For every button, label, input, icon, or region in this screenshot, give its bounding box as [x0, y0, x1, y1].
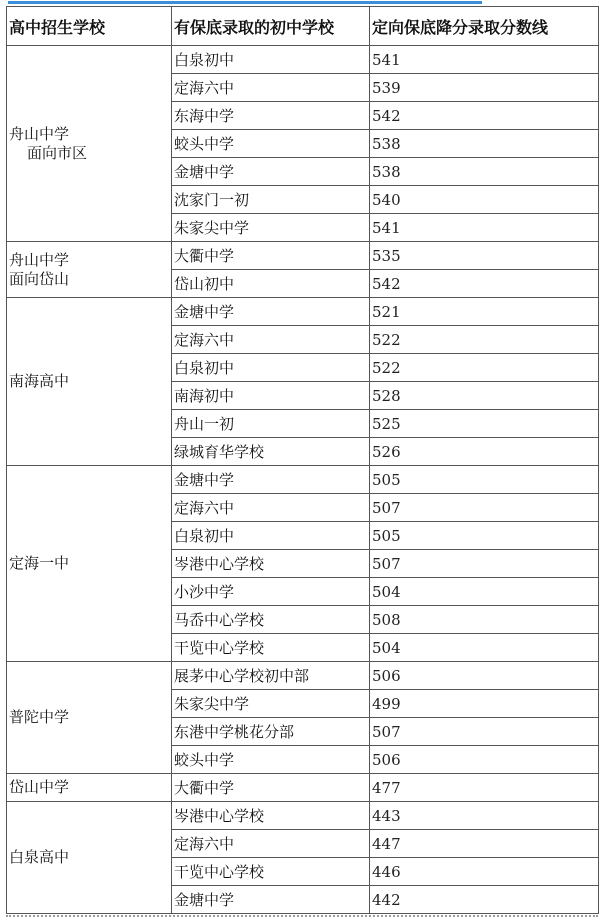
score-cell: 477 [370, 774, 599, 802]
middle-school-cell: 小沙中学 [172, 578, 370, 606]
middle-school-cell: 白泉初中 [172, 354, 370, 382]
high-school-cell [7, 662, 172, 774]
score-cell: 506 [370, 662, 599, 690]
middle-school-cell: 岱山初中 [172, 270, 370, 298]
middle-school-cell: 南海初中 [172, 382, 370, 410]
middle-school-cell: 东海中学 [172, 102, 370, 130]
header-row [7, 7, 599, 46]
high-school-cell [7, 802, 172, 914]
score-cell: 499 [370, 690, 599, 718]
score-cell: 538 [370, 158, 599, 186]
score-cell: 542 [370, 270, 599, 298]
middle-school-cell: 干览中心学校 [172, 858, 370, 886]
middle-school-cell: 金塘中学 [172, 886, 370, 914]
middle-school-cell: 绿城育华学校 [172, 438, 370, 466]
table-row [7, 242, 599, 270]
high-school-name-line: 面向岱山 [9, 269, 70, 288]
table-row [7, 298, 599, 326]
high-school-name-line: 舟山中学 [9, 250, 70, 269]
high-school-name-line: 舟山中学 [9, 124, 70, 143]
middle-school-cell: 白泉初中 [172, 46, 370, 74]
score-cell: 442 [370, 886, 599, 914]
score-cell: 446 [370, 858, 599, 886]
score-cell: 506 [370, 746, 599, 774]
score-cell: 443 [370, 802, 599, 830]
high-school-cell [7, 774, 172, 802]
score-cell: 507 [370, 550, 599, 578]
table-row [7, 802, 599, 830]
middle-school-cell: 朱家尖中学 [172, 690, 370, 718]
middle-school-cell: 蛟头中学 [172, 746, 370, 774]
table-header [7, 7, 599, 46]
score-cell: 521 [370, 298, 599, 326]
middle-school-cell: 舟山一初 [172, 410, 370, 438]
score-cell: 526 [370, 438, 599, 466]
middle-school-cell: 定海六中 [172, 74, 370, 102]
table-row [7, 774, 599, 802]
score-cell: 507 [370, 718, 599, 746]
score-cell: 507 [370, 494, 599, 522]
middle-school-cell: 白泉初中 [172, 522, 370, 550]
score-cell: 508 [370, 606, 599, 634]
middle-school-cell: 大衢中学 [172, 242, 370, 270]
table-body [7, 46, 599, 914]
middle-school-cell: 金塘中学 [172, 158, 370, 186]
middle-school-cell: 蛟头中学 [172, 130, 370, 158]
score-cell: 538 [370, 130, 599, 158]
score-cell: 504 [370, 578, 599, 606]
high-school-cell [7, 46, 172, 242]
score-cell: 541 [370, 214, 599, 242]
middle-school-cell: 马岙中心学校 [172, 606, 370, 634]
score-cell: 525 [370, 410, 599, 438]
score-cell: 522 [370, 326, 599, 354]
score-cell: 539 [370, 74, 599, 102]
middle-school-cell: 定海六中 [172, 494, 370, 522]
score-cell: 447 [370, 830, 599, 858]
high-school-name-line: 南海高中 [9, 372, 70, 390]
header-score-line: 定向保底降分录取分数线 [370, 7, 599, 46]
middle-school-cell: 朱家尖中学 [172, 214, 370, 242]
score-cell: 505 [370, 466, 599, 494]
middle-school-cell: 大衢中学 [172, 774, 370, 802]
score-cell: 535 [370, 242, 599, 270]
middle-school-cell: 沈家门一初 [172, 186, 370, 214]
high-school-cell [7, 242, 172, 298]
high-school-name-line: 面向市区 [27, 143, 88, 162]
middle-school-cell: 岑港中心学校 [172, 550, 370, 578]
header-high-school: 高中招生学校 [7, 7, 172, 46]
middle-school-cell: 金塘中学 [172, 298, 370, 326]
score-cell: 504 [370, 634, 599, 662]
top-accent-bar [8, 1, 482, 4]
score-cell: 505 [370, 522, 599, 550]
score-cell: 528 [370, 382, 599, 410]
table-row [7, 662, 599, 690]
high-school-cell [7, 466, 172, 662]
middle-school-cell: 岑港中心学校 [172, 802, 370, 830]
high-school-cell [7, 298, 172, 466]
high-school-name-line: 白泉高中 [9, 848, 70, 866]
high-school-name-line: 岱山中学 [9, 778, 70, 796]
middle-school-cell: 定海六中 [172, 326, 370, 354]
middle-school-cell: 金塘中学 [172, 466, 370, 494]
high-school-name-line: 普陀中学 [9, 708, 70, 726]
middle-school-cell: 定海六中 [172, 830, 370, 858]
score-cell: 540 [370, 186, 599, 214]
score-cell: 541 [370, 46, 599, 74]
header-middle-school: 有保底录取的初中学校 [172, 7, 370, 46]
footnote-dots [6, 915, 598, 917]
score-cell: 542 [370, 102, 599, 130]
table-row [7, 466, 599, 494]
truncated-footnote-line [6, 912, 598, 918]
middle-school-cell: 东港中学桃花分部 [172, 718, 370, 746]
middle-school-cell: 展茅中心学校初中部 [172, 662, 370, 690]
admission-score-table [6, 6, 599, 914]
high-school-name-line: 定海一中 [9, 554, 70, 572]
middle-school-cell: 干览中心学校 [172, 634, 370, 662]
table-row [7, 46, 599, 74]
score-cell: 522 [370, 354, 599, 382]
